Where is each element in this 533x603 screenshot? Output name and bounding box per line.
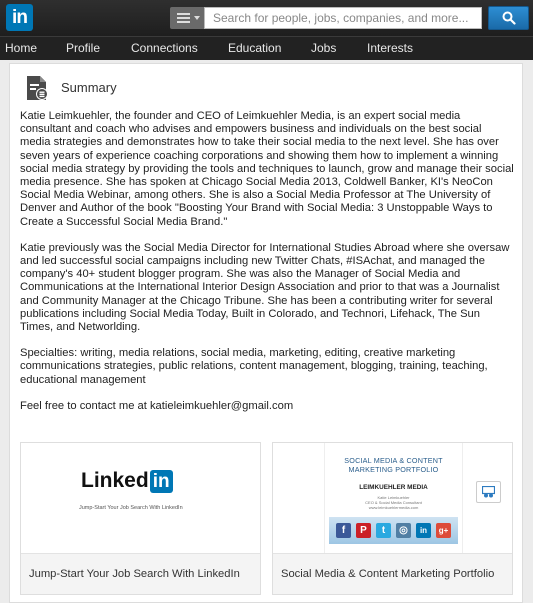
thumbnail-tagline: Jump-Start Your Job Search With LinkedIn [79, 505, 183, 511]
nav-home[interactable]: Home [5, 41, 38, 55]
media-item-portfolio[interactable] [272, 442, 513, 595]
portfolio-company: LEIMKUEHLER MEDIA [359, 484, 428, 491]
contact-line: Feel free to contact me at katieleimkuehler@gmail.com [20, 399, 294, 412]
linkedin-logo[interactable]: in [6, 4, 33, 31]
summary-text [20, 110, 514, 413]
portfolio-title: SOCIAL MEDIA & CONTENT MARKETING PORTFOLIO [344, 456, 443, 474]
slideshare-icon[interactable] [476, 481, 501, 503]
section-title: Summary [61, 80, 117, 95]
media-thumbnail[interactable] [21, 443, 260, 553]
search-icon [502, 11, 516, 25]
list-icon [177, 13, 190, 23]
nav-interests[interactable]: Interests [367, 41, 414, 55]
media-item-linkedin[interactable] [20, 442, 261, 595]
nav-connections[interactable]: Connections [131, 41, 198, 55]
portfolio-subtitle: Katie Leimkuehler CEO & Social Media Consultant www.leimkuehlermedia.com [365, 495, 422, 510]
summary-card [9, 63, 523, 603]
social-icons-row [329, 517, 458, 544]
search-input[interactable] [204, 7, 482, 29]
summary-document-icon [23, 74, 51, 102]
google-plus-icon: g+ [436, 523, 451, 538]
pinterest-icon: P [356, 523, 371, 538]
summary-paragraph: Katie previously was the Social Media Director for International Studies Abroad where she oversaw and led successful social campaigns including new Twitter Chats, #ISAchat, and managed the company's 40+ student blogger program. She was also the Manager of Social Media and Communications at the International Interior Design Association and prior to that was a Journalist and Community Manager at the Chicago Tribune. She has been a contributing writer for several publications including Social Media Today, Built in Colorado, and Technori, Lifehack, The Sun Times, and Networlding. [20, 241, 510, 334]
facebook-icon: f [336, 523, 351, 538]
chevron-down-icon [194, 16, 200, 20]
twitter-icon: t [376, 523, 391, 538]
summary-paragraph: Specialties: writing, media relations, social media, marketing, editing, creative marketing communications strategies, public relations, content management, blogging, training, teaching, educational management [20, 347, 488, 386]
top-bar [0, 0, 533, 36]
nav-jobs[interactable]: Jobs [311, 41, 337, 55]
search-button[interactable] [488, 6, 529, 30]
search-type-dropdown[interactable] [170, 7, 204, 29]
portfolio-cover [324, 443, 463, 553]
media-caption[interactable]: Social Media & Content Marketing Portfolio [273, 553, 512, 594]
main-nav [0, 36, 533, 60]
linkedin-icon: in [416, 523, 431, 538]
summary-paragraph: Katie Leimkuehler, the founder and CEO of Leimkuehler Media, is an expert social media consultant and coach who advises and empowers business and individuals on the best social media strategies and demonstrates how to take their social media to the next level. She has over seven years of experience coaching corporations and showing them how to implement a winning social media strategy by providing the tools and techniques to launch, grow and manage their social media presence. She has spoken at Chicago Social Media 2013, Coldwell Banker, KI's NeoCon Social Media Webinar, among others. She is also a Social Media Professor at The University of Denver and Author of the book "Boosting Your Brand with Social Media: 3 Unstoppable Ways to Create a Successful Social Media Brand." [20, 110, 514, 228]
media-thumbnail[interactable] [273, 443, 512, 553]
instagram-icon: ◎ [396, 523, 411, 538]
nav-education[interactable]: Education [228, 41, 282, 55]
linkedin-wordmark: Linked in [81, 469, 173, 493]
nav-profile[interactable]: Profile [66, 41, 101, 55]
media-caption[interactable]: Jump-Start Your Job Search With LinkedIn [21, 553, 260, 594]
